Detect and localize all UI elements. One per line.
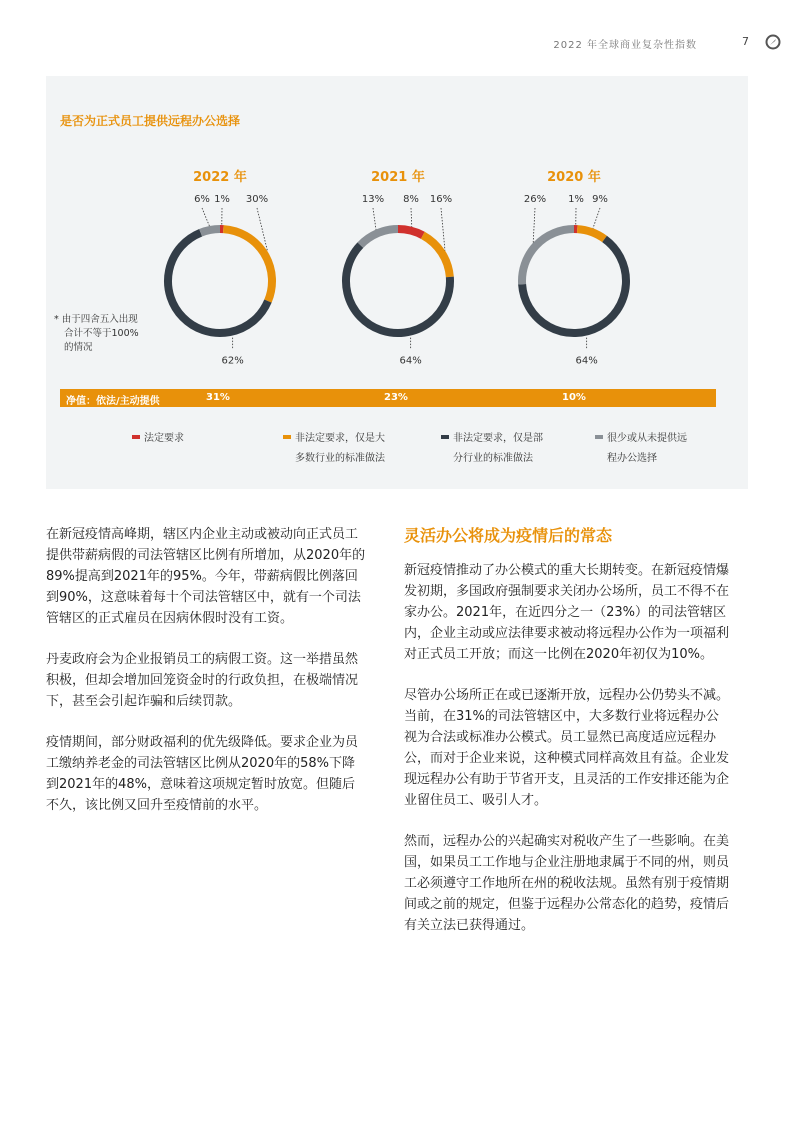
donut-value-label: 1% <box>568 194 584 205</box>
rounding-footnote <box>54 313 164 355</box>
donut-value-label: 8% <box>403 194 419 205</box>
label-leader-line <box>533 208 535 243</box>
chart-year-label: 2022 年 <box>193 170 247 185</box>
body-paragraph: 然而，远程办公的兴起确实对税收产生了一些影响。在美国，如果员工工作地与企业注册地隶属于不同的州，则员工必须遵守工作地所在州的税收法规。虽然有别于疫情期间或之前的规定，但鉴于远程办公常态化的趋势，疫情后有关立法已获得通过。 <box>404 834 730 933</box>
donut-svg-2021 <box>303 186 493 376</box>
donut-segment-most-industries <box>423 235 450 277</box>
legend-label: 非法定要求，仅是大 <box>295 433 385 444</box>
legend-item-legal <box>132 429 184 449</box>
label-leader-line <box>202 208 209 226</box>
footnote-line: * 由于四舍五入出现 <box>54 314 138 325</box>
legend-label: 分行业的标准做法 <box>453 453 533 464</box>
page-number: 7 <box>742 35 749 48</box>
net-value-2020: 10% <box>562 392 586 403</box>
legend-item-rarely <box>595 429 687 469</box>
net-value-label: 净值：依法/主动提供 <box>66 396 160 407</box>
legend-swatch <box>132 435 140 439</box>
donut-segment-some-industries <box>522 239 626 333</box>
body-paragraph: 尽管办公场所正在或已逐渐开放，远程办公仍势头不减。当前，在31%的司法管辖区中，大多数行业将远程办公视为合法或标准办公模式。员工显然已高度适应远程办公，而对于企业来说，这种模式同样高效且有益。企业发现远程办公有助于节省开支，且灵活的工作安排还能为企业留住员工、吸引人才。 <box>404 688 730 808</box>
donut-segment-rarely <box>522 229 574 284</box>
donut-segment-rarely <box>360 229 398 245</box>
right-text-column <box>404 525 729 956</box>
report-title: 2022 年全球商业复杂性指数 <box>553 40 697 51</box>
donut-value-label: 1% <box>214 194 230 205</box>
legend-swatch <box>283 435 291 439</box>
label-leader-line <box>373 208 376 230</box>
donut-segment-some-industries <box>346 245 450 333</box>
donut-segment-rarely <box>201 229 220 233</box>
net-value-bar <box>60 389 716 407</box>
legend-label: 程办公选择 <box>607 453 657 464</box>
section-heading: 灵活办公将成为疫情后的常态 <box>404 526 613 545</box>
donut-chart-2021 <box>303 162 493 372</box>
legend-item-some-industries <box>441 429 543 469</box>
body-paragraph: 疫情期间，部分财政福利的优先级降低。要求企业为员工缴纳养老金的司法管辖区比例从2020年的58%下降到2021年的48%，意味着这项规定暂时放宽。但随后不久，该比例又回升至疫情前的水平。 <box>46 735 359 813</box>
legend-item-most-industries <box>283 429 385 469</box>
body-paragraph: 新冠疫情推动了办公模式的重大长期转变。在新冠疫情爆发初期，多国政府强制要求关闭办公场所，员工不得不在家办公。2021年，在近四分之一（23%）的司法管辖区内，企业主动或应法律要求被动将远程办公作为一项福利对正式员工开放；而这一比例在2020年初仅为10%。 <box>404 563 730 662</box>
chart-year-label: 2021 年 <box>371 170 425 185</box>
body-paragraph: 丹麦政府会为企业报销员工的病假工资。这一举措虽然积极，但却会增加回笼资金时的行政负担，在极端情况下，甚至会引起诈骗和后续罚款。 <box>46 652 359 709</box>
label-leader-line <box>441 208 445 251</box>
donut-value-label: 13% <box>361 194 385 205</box>
label-leader-line <box>593 208 600 228</box>
donut-chart-2020 <box>479 162 669 372</box>
donut-svg-2020 <box>479 186 669 376</box>
label-leader-line <box>411 208 412 227</box>
donut-segment-legal <box>398 229 423 235</box>
donut-value-label: 62% <box>221 355 244 367</box>
donut-value-label: 30% <box>245 194 269 205</box>
footnote-line: 的情况 <box>64 342 93 353</box>
footnote-line: 合计不等于100% <box>64 328 139 339</box>
left-text-column <box>46 524 366 836</box>
donut-value-label: 26% <box>523 194 547 205</box>
legend-swatch <box>441 435 449 439</box>
legend-label: 法定要求 <box>144 433 184 444</box>
legend-label: 非法定要求，仅是部 <box>453 433 543 444</box>
net-value-2022: 31% <box>206 392 230 403</box>
donut-value-label: 64% <box>575 355 598 367</box>
legend-label: 很少或从未提供远 <box>607 433 687 444</box>
legend-swatch <box>595 435 603 439</box>
net-value-2021: 23% <box>384 392 408 403</box>
body-paragraph: 在新冠疫情高峰期，辖区内企业主动或被动向正式员工提供带薪病假的司法管辖区比例有所增加，从2020年的89%提高到2021年的95%。今年，带薪病假比例落回到90%，这意味着每十个司法管辖区中，就有一个司法管辖区的正式雇员在因病休假时没有工资。 <box>46 527 366 626</box>
legend-label: 多数行业的标准做法 <box>295 453 385 464</box>
donut-value-label: 9% <box>592 194 608 205</box>
chart-panel <box>46 76 748 489</box>
compass-logo-icon <box>765 34 781 50</box>
chart-year-label: 2020 年 <box>547 170 601 185</box>
chart-title: 是否为正式员工提供远程办公选择 <box>60 114 241 128</box>
donut-value-label: 6% <box>194 194 210 205</box>
donut-segment-most-industries <box>223 229 272 301</box>
donut-value-label: 16% <box>429 194 453 205</box>
donut-value-label: 64% <box>399 355 422 367</box>
donut-segment-some-industries <box>168 233 268 333</box>
donut-segment-most-industries <box>577 229 604 239</box>
page-header <box>0 34 793 54</box>
